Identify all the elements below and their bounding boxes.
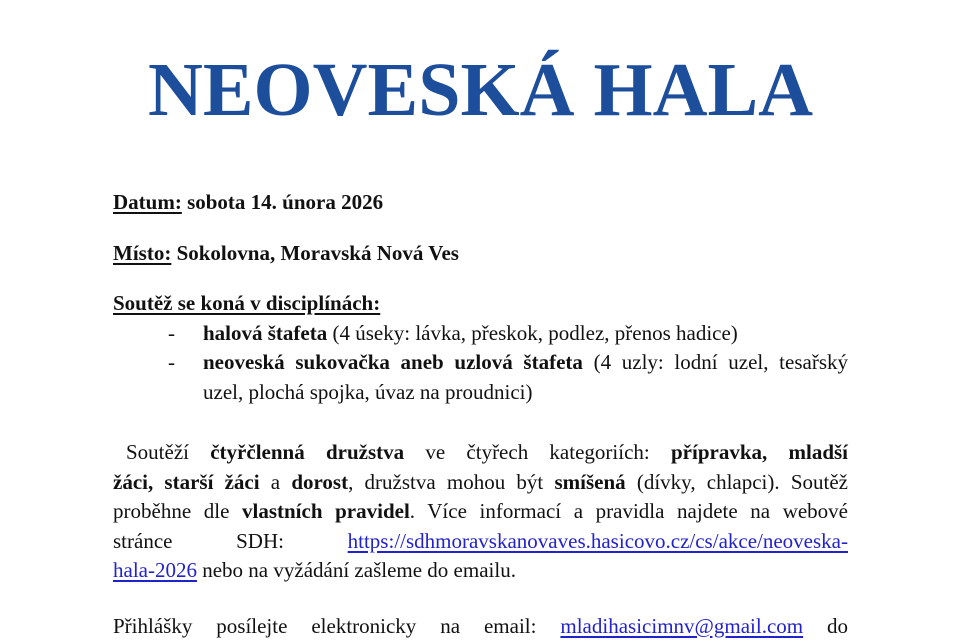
misto-value: Sokolovna, Moravská Nová Ves: [177, 241, 459, 265]
discipline-2-name: neoveská sukovačka aneb uzlová štafeta: [203, 350, 583, 374]
misto-label: Místo:: [113, 241, 171, 265]
paragraph-info-line4: stránce SDH: https://sdhmoravskanovaves.hasicovo.cz/cs/akce/neoveska-: [113, 527, 848, 557]
bullet-dash: -: [168, 319, 175, 349]
discipline-item-2: [113, 348, 848, 378]
paragraph-info-line3: proběhne dle vlastních pravidel. Více informací a pravidla najdete na webové: [113, 497, 848, 527]
discipline-item-1: - halová štafeta (4 úseky: lávka, přeskok, podlez, přenos hadice): [113, 319, 848, 349]
bullet-dash: -: [168, 348, 175, 378]
discipline-1-name: halová štafeta: [203, 321, 327, 345]
email-link[interactable]: mladihasicimnv@gmail.com: [560, 614, 803, 638]
paragraph-info: [113, 438, 848, 586]
paragraph-info-line5: hala-2026 nebo na vyžádání zašleme do emailu.: [113, 556, 848, 586]
disciplines-heading: Soutěž se koná v disciplínách:: [113, 289, 848, 319]
document-title: NEOVESKÁ HALA: [113, 0, 848, 128]
datum-line: [113, 188, 848, 218]
paragraph-info-line2: žáci, starší žáci a dorost, družstva mohou být smíšená (dívky, chlapci). Soutěž: [113, 468, 848, 498]
paragraph-info-line1: Soutěží čtyřčlenná družstva ve čtyřech kategoriích: přípravka, mladší: [113, 438, 848, 468]
discipline-2-detail-line2: uzel, plochá spojka, úvaz na proudnici): [203, 380, 532, 404]
paragraph-registration: Přihlášky posílejte elektronicky na email: mladihasicimnv@gmail.com do: [113, 612, 848, 641]
discipline-item-2-continuation: [113, 378, 848, 408]
discipline-2-detail-line1: (4 uzly: lodní uzel, tesařský: [594, 350, 848, 374]
sdh-website-link[interactable]: https://sdhmoravskanovaves.hasicovo.cz/cs/akce/neoveska-: [348, 529, 848, 553]
sdh-website-link-continuation[interactable]: hala-2026: [113, 558, 197, 582]
datum-value: sobota 14. února 2026: [187, 190, 383, 214]
datum-label: Datum:: [113, 190, 182, 214]
misto-line: [113, 239, 848, 269]
